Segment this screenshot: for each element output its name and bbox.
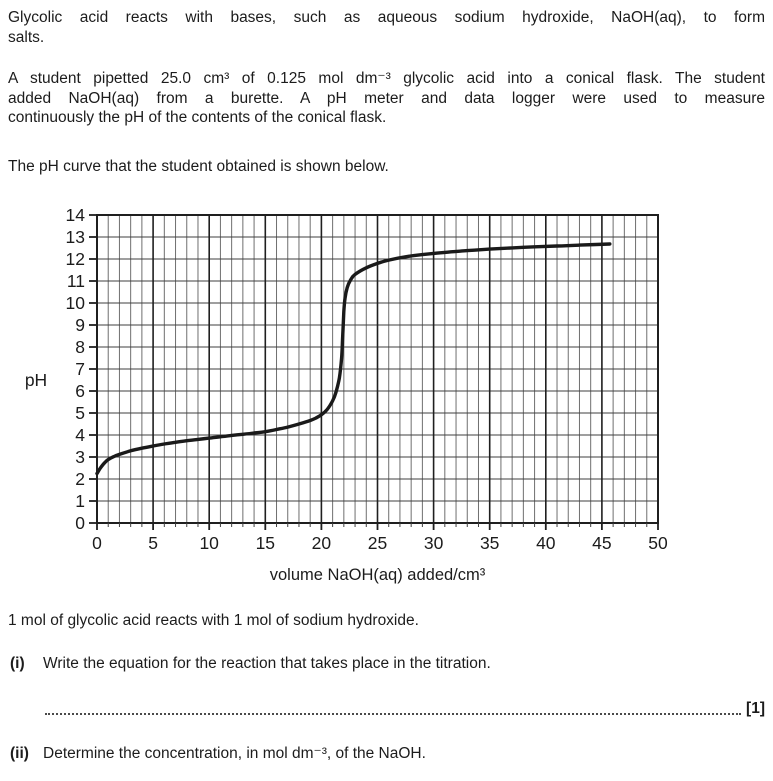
paragraph-line: The pH curve that the student obtained is shown below. [8, 158, 389, 175]
ph-chart-svg [0, 200, 773, 590]
paragraph-line: 1 mol of glycolic acid reacts with 1 mol of sodium hydroxide. [8, 612, 419, 629]
chart-grid [97, 215, 658, 523]
ph-curve [97, 244, 610, 474]
svg-text:volume NaOH(aq) added/cm³: volume NaOH(aq) added/cm³ [269, 566, 486, 584]
intro-paragraph-3 [8, 157, 765, 177]
paragraph-line: A student pipetted 25.0 cm³ of 0.125 mol dm⁻³ glycolic acid into a conical flask. The student [8, 70, 765, 87]
svg-text:0: 0 [75, 513, 85, 533]
svg-text:0: 0 [92, 533, 102, 553]
svg-text:15: 15 [255, 533, 276, 553]
svg-text:pH: pH [24, 370, 48, 390]
svg-text:40: 40 [536, 533, 556, 553]
svg-text:10: 10 [199, 533, 219, 553]
svg-text:4: 4 [75, 425, 85, 445]
svg-text:11: 11 [66, 271, 85, 291]
svg-text:6: 6 [75, 381, 85, 401]
question-i-text: Write the equation for the reaction that takes place in the titration. [43, 655, 491, 672]
svg-text:3: 3 [75, 447, 85, 467]
svg-text:7: 7 [75, 359, 85, 379]
svg-text:1: 1 [75, 491, 85, 511]
svg-text:5: 5 [148, 533, 158, 553]
question-ii-label: (ii) [10, 745, 29, 762]
svg-text:14: 14 [65, 205, 85, 225]
chart-ticks [89, 215, 658, 530]
note-text [8, 611, 765, 631]
svg-text:8: 8 [75, 337, 85, 357]
svg-text:9: 9 [75, 315, 85, 335]
svg-text:35: 35 [479, 533, 500, 553]
intro-paragraph-2 [8, 69, 765, 128]
paragraph-line: Glycolic acid reacts with bases, such as aqueous sodium hydroxide, NaOH(aq), to form [8, 9, 765, 26]
answer-line-row [45, 701, 765, 718]
paragraph-line: salts. [8, 28, 45, 46]
paragraph-line: continuously the pH of the contents of the conical flask. [8, 109, 387, 126]
svg-text:5: 5 [75, 403, 85, 423]
question-i-label: (i) [10, 655, 25, 672]
svg-text:45: 45 [592, 533, 612, 553]
question-ii [10, 744, 765, 764]
svg-text:12: 12 [65, 249, 85, 269]
svg-text:20: 20 [311, 533, 332, 553]
svg-text:2: 2 [75, 469, 85, 489]
svg-text:25: 25 [367, 533, 388, 553]
svg-text:13: 13 [65, 227, 85, 247]
marks-badge: [1] [746, 699, 765, 717]
answer-dotted-line [45, 713, 741, 715]
intro-paragraph-1 [8, 8, 765, 47]
question-i [10, 654, 765, 674]
svg-text:50: 50 [648, 533, 668, 553]
question-ii-text: Determine the concentration, in mol dm⁻³, of the NaOH. [43, 745, 426, 762]
paragraph-line: added NaOH(aq) from a burette. A pH meter and data logger were used to measure [8, 89, 765, 107]
svg-text:30: 30 [423, 533, 444, 553]
svg-text:10: 10 [65, 293, 85, 313]
